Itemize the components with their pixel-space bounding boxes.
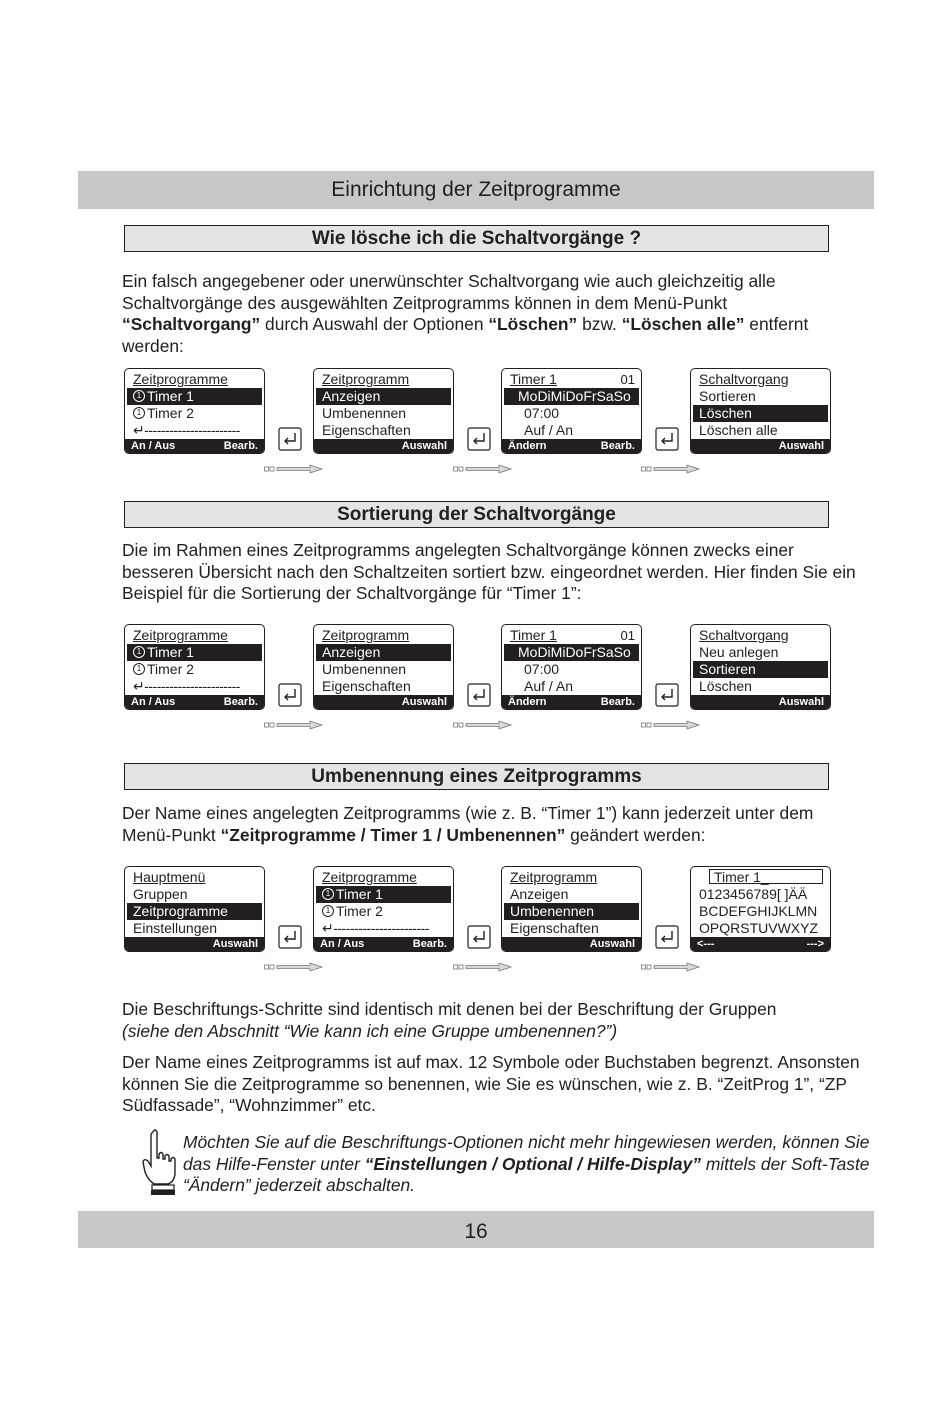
menu-item: 0123456789[ ]ÄÄ — [699, 886, 808, 902]
menu-item: Anzeigen — [316, 644, 451, 661]
menu-item: Eigenschaften — [510, 920, 599, 936]
paragraph-text: Die im Rahmen eines Zeitprogramms angelegten Schaltvorgänge können zwecks einer besseren Übersicht nach den Schaltzeiten sortiert bzw. eingeordnet werden. Hier finden Sie ein Beispiel für die Sortierung der Schaltvorgänge für “Timer 1”: — [122, 540, 856, 603]
paragraph-text: durch Auswahl der Optionen — [260, 314, 489, 334]
note-paragraph-2: Der Name eines Zeitprogramms ist auf max. 12 Symbole oder Buchstaben begrenzt. Ansonsten können Sie die Zeitprogramme so benennen, wie Sie es wünschen, wie z. B. “ZeitProg 1”, “ZP Südfassade”, “Wohnzimmer” etc. — [122, 1052, 860, 1115]
menu-item: 1 Timer 1 — [127, 644, 262, 661]
clock-icon: 1 — [133, 390, 145, 402]
soft-key-bar — [502, 695, 641, 709]
menu-item: 1 Timer 1 — [127, 388, 262, 405]
paragraph-emphasis: “Zeitprogramme / Timer 1 / Umbenennen” — [220, 824, 566, 845]
paragraph-text: geändert werden: — [565, 824, 706, 845]
lcd-screen — [690, 866, 831, 952]
section-title-umbenennung: Umbenennung eines Zeitprogramms — [124, 763, 829, 790]
menu-item: MoDiMiDoFrSaSo — [504, 644, 639, 661]
arrow-right-icon — [264, 464, 324, 474]
enter-key-icon — [467, 925, 491, 949]
soft-key-bar — [691, 439, 830, 453]
lcd-screen — [690, 368, 831, 454]
menu-item: Eigenschaften — [322, 678, 411, 694]
menu-item: Löschen — [699, 678, 752, 694]
menu-item: BCDEFGHIJKLMN — [699, 903, 818, 919]
screen-title: Zeitprogramme — [322, 869, 417, 885]
lcd-screen — [313, 368, 454, 454]
paragraph-emphasis: “Löschen alle” — [621, 314, 745, 334]
soft-key-left: An / Aus — [131, 440, 176, 452]
section-paragraph — [122, 271, 862, 357]
menu-item: Sortieren — [699, 388, 756, 404]
enter-key-icon — [278, 683, 302, 707]
soft-key-right: Auswahl — [778, 440, 824, 452]
section-title-sortierung: Sortierung der Schaltvorgänge — [124, 501, 829, 528]
menu-item: Auf / An — [524, 678, 574, 694]
tip-text: Möchten Sie auf die Beschriftungs-Optionen nicht mehr hingewiesen werden, können Sie das Hilfe-Fenster unter — [183, 1132, 870, 1174]
paragraph-text: Ein falsch angegebener oder unerwünschter Schaltvorgang wie auch gleichzeitig alle Schaltvorgänge des ausgewählten Zeitprogramms können in dem Menü-Punkt — [122, 271, 776, 313]
soft-key-right: Auswahl — [401, 696, 447, 708]
arrow-right-icon — [453, 720, 513, 730]
menu-item: Umbenennen — [322, 661, 407, 677]
paragraph-text: Der Name eines angelegten Zeitprogramms (wie z. B. “Timer 1”) kann jederzeit unter dem Menü-Punkt — [122, 803, 814, 845]
tip-text-end: mittels der Soft-Taste “Ändern” jederzeit abschalten. — [183, 1153, 870, 1195]
screen-title: Timer 1 01 — [510, 371, 635, 387]
soft-key-bar — [502, 937, 641, 951]
lcd-screen — [690, 624, 831, 710]
lcd-screen — [501, 866, 642, 952]
soft-key-bar — [314, 695, 453, 709]
soft-key-right: Bearb. — [412, 938, 447, 950]
arrow-right-icon — [264, 720, 324, 730]
menu-item: Neu anlegen — [699, 644, 779, 660]
menu-item: Gruppen — [133, 886, 188, 902]
paragraph-text: entfernt werden: — [122, 314, 809, 356]
screen-number: 01 — [620, 372, 635, 387]
screen-title: Zeitprogramm — [322, 371, 410, 387]
menu-item: OPQRSTUVWXYZ — [699, 920, 819, 936]
soft-key-right: Bearb. — [223, 696, 258, 708]
soft-key-left: <--- — [697, 938, 715, 950]
screen-title: Timer 1 01 — [510, 627, 635, 643]
paragraph-emphasis: “Löschen” — [488, 314, 578, 334]
clock-icon: 1 — [133, 407, 145, 419]
tip-menu-path: “Einstellungen / Optional / Hilfe-Display” — [364, 1153, 701, 1174]
screen-title: Zeitprogramme — [133, 627, 228, 643]
enter-key-icon — [278, 925, 302, 949]
menu-item: ↵----------------------- — [322, 920, 429, 936]
enter-key-icon — [655, 683, 679, 707]
soft-key-right: Auswahl — [778, 696, 824, 708]
soft-key-left: An / Aus — [320, 938, 365, 950]
soft-key-right: Auswahl — [401, 440, 447, 452]
paragraph-text: bzw. — [577, 314, 622, 334]
screen-title: Zeitprogramm — [510, 869, 598, 885]
enter-key-icon — [278, 427, 302, 451]
screen-title: Zeitprogramme — [133, 371, 228, 387]
menu-item: Umbenennen — [322, 405, 407, 421]
menu-item: Sortieren — [693, 661, 828, 678]
arrow-right-icon — [641, 720, 701, 730]
menu-item: Umbenennen — [504, 903, 639, 920]
lcd-screen — [501, 624, 642, 710]
soft-key-left: An / Aus — [131, 696, 176, 708]
lcd-screen — [313, 624, 454, 710]
lcd-screen — [124, 368, 265, 454]
menu-item: Löschen — [693, 405, 828, 422]
section-paragraph — [122, 540, 862, 605]
clock-icon: 1 — [322, 888, 334, 900]
menu-item: ↵----------------------- — [133, 678, 240, 694]
tip-paragraph — [183, 1132, 873, 1197]
paragraph-emphasis: “Schaltvorgang” — [122, 314, 261, 334]
soft-key-right: Auswahl — [212, 938, 258, 950]
lcd-screen — [124, 624, 265, 710]
soft-key-right: Bearb. — [600, 696, 635, 708]
menu-item: 1 Timer 2 — [133, 661, 262, 678]
soft-key-right: Bearb. — [600, 440, 635, 452]
enter-key-icon — [655, 925, 679, 949]
soft-key-left: Ändern — [508, 440, 547, 452]
menu-item: 1 Timer 2 — [133, 405, 262, 422]
menu-item: 07:00 — [524, 405, 560, 421]
menu-item: 1 Timer 2 — [322, 903, 451, 920]
arrow-right-icon — [453, 464, 513, 474]
menu-item: 1 Timer 1 — [316, 886, 451, 903]
screen-number: 01 — [620, 628, 635, 643]
screen-title: Hauptmenü — [133, 869, 206, 885]
menu-item: Anzeigen — [316, 388, 451, 405]
soft-key-bar — [691, 695, 830, 709]
menu-item: Löschen alle — [699, 422, 778, 438]
name-input: Timer 1_ — [709, 869, 823, 884]
soft-key-bar — [125, 695, 264, 709]
enter-key-icon — [467, 683, 491, 707]
arrow-right-icon — [453, 962, 513, 972]
enter-key-icon — [467, 427, 491, 451]
menu-item: Zeitprogramme — [127, 903, 262, 920]
enter-key-icon — [655, 427, 679, 451]
lcd-screen — [313, 866, 454, 952]
note-text: Die Beschriftungs-Schritte sind identisch mit denen bei der Beschriftung der Gruppen — [122, 999, 777, 1019]
page-number: 16 — [78, 1211, 874, 1248]
soft-key-right: Auswahl — [589, 938, 635, 950]
lcd-screen — [124, 866, 265, 952]
clock-icon: 1 — [322, 905, 334, 917]
lcd-screen — [501, 368, 642, 454]
clock-icon: 1 — [133, 646, 145, 658]
menu-item: 07:00 — [524, 661, 560, 677]
menu-item: Anzeigen — [510, 886, 569, 902]
soft-key-right: ---> — [806, 938, 824, 950]
note-reference: (siehe den Abschnitt “Wie kann ich eine Gruppe umbenennen?”) — [122, 1020, 618, 1041]
clock-icon: 1 — [133, 663, 145, 675]
soft-key-bar — [125, 937, 264, 951]
soft-key-bar — [314, 439, 453, 453]
soft-key-bar — [314, 937, 453, 951]
arrow-right-icon — [641, 962, 701, 972]
menu-item: Einstellungen — [133, 920, 218, 936]
menu-item: Auf / An — [524, 422, 574, 438]
arrow-right-icon — [641, 464, 701, 474]
menu-item: ↵----------------------- — [133, 422, 240, 438]
screen-title: Zeitprogramm — [322, 627, 410, 643]
page-header: Einrichtung der Zeitprogramme — [78, 171, 874, 209]
soft-key-right: Bearb. — [223, 440, 258, 452]
screen-title: Schaltvorgang — [699, 371, 789, 387]
menu-item: Eigenschaften — [322, 422, 411, 438]
arrow-right-icon — [264, 962, 324, 972]
menu-item: MoDiMiDoFrSaSo — [504, 388, 639, 405]
soft-key-bar — [502, 439, 641, 453]
section-paragraph — [122, 803, 862, 846]
note-paragraph-1 — [122, 999, 862, 1042]
pointing-hand-icon — [140, 1128, 180, 1196]
section-title-loeschen: Wie lösche ich die Schaltvorgänge ? — [124, 225, 829, 252]
screen-title: Schaltvorgang — [699, 627, 789, 643]
soft-key-left: Ändern — [508, 696, 547, 708]
soft-key-bar — [125, 439, 264, 453]
soft-key-bar — [691, 937, 830, 951]
